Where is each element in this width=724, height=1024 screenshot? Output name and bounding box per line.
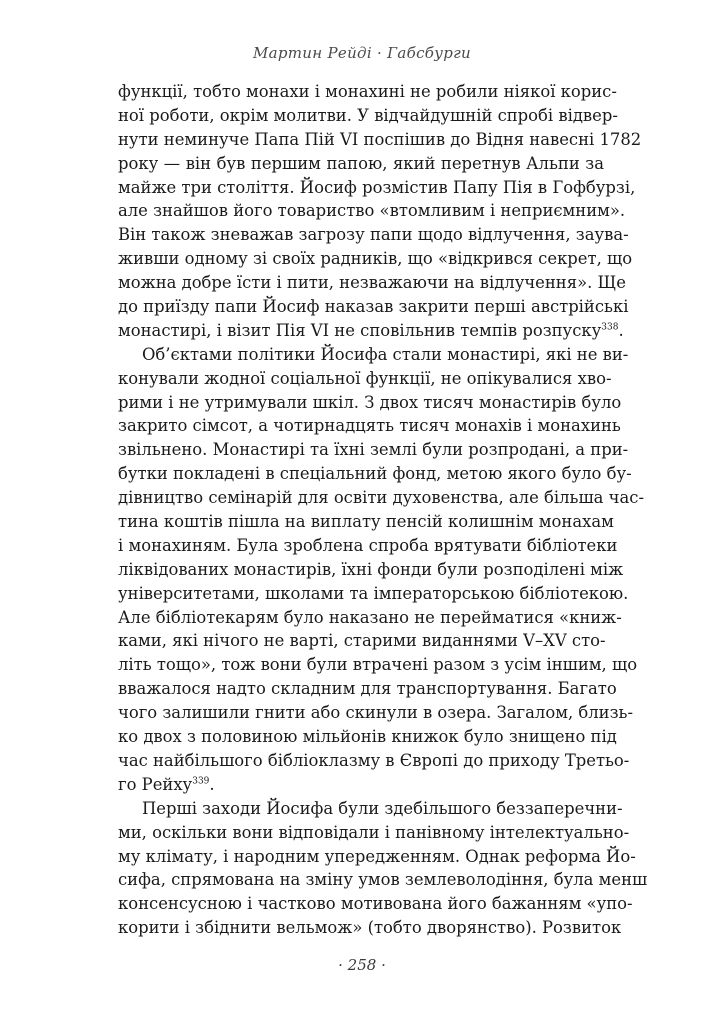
page-number: · 258 ·: [338, 956, 386, 974]
text-line: можна добре їсти і пити, незважаючи на відлучення». Ще: [118, 273, 626, 293]
text-line: конували жодної соціальної функції, не опікувалися хво-: [118, 368, 612, 388]
text-line: консенсусною і частково мотивована його бажанням «упо-: [118, 894, 633, 914]
footnote-ref-339[interactable]: 339: [192, 776, 210, 787]
text-line: Перші заходи Йосифа були здебільшого беззаперечни-: [142, 798, 623, 818]
text-line: сифа, спрямована на зміну умов землеволодіння, була менш: [118, 870, 648, 890]
paragraph-end-line: го Рейху$^{339}$.: [118, 774, 215, 794]
text-line: Об’єктами політики Йосифа стали монастирі, які не ви-: [142, 344, 629, 364]
text-line: ко двох з половиною мільйонів книжок було знищено під: [118, 727, 617, 747]
text-line: час найбільшого бібліоклазму в Європі до приходу Третьо-: [118, 750, 630, 770]
text-line: ліквідованих монастирів, їхні фонди були розподілені між: [118, 559, 624, 579]
text-line: ної роботи, окрім молитви. У відчайдушній спробі відвер-: [118, 105, 618, 125]
text-line: вважалося надто складним для транспортування. Багато: [118, 679, 617, 699]
text-line: університетами, школами та імператорською бібліотекою.: [118, 583, 629, 603]
text-segment: монастирі, і візит Пія VI не сповільнив темпів розпуску: [118, 320, 602, 340]
text-line: року — він був першим папою, який перетнув Альпи за: [118, 153, 604, 173]
text-line: до приїзду папи Йосиф наказав закрити перші австрійські: [118, 297, 629, 317]
text-line: чого залишили гнити або скинули в озера. Загалом, близь-: [118, 703, 633, 723]
text-line: му клімату, і народним упередженням. Однак реформа Йо-: [118, 846, 636, 866]
text-line: Він також зневажав загрозу папи щодо відлучення, заува-: [118, 225, 629, 245]
text-line: літь тощо», тож вони були втрачені разом з усім іншим, що: [118, 655, 638, 675]
text-line: функції, тобто монахи і монахині не робили ніякої корис-: [118, 82, 617, 101]
text-line: бутки покладені в спеціальний фонд, метою якого було бу-: [118, 464, 632, 484]
text-line: нути неминуче Папа Пій VI поспішив до Відня навесні 1782: [118, 129, 642, 149]
body-text: [118, 80, 648, 940]
text-line: живши одному зі своїх радників, що «відкрився секрет, що: [118, 249, 633, 269]
text-line: але знайшов його товариство «втомливим і неприємним».: [118, 201, 626, 221]
text-segment: го Рейху: [118, 774, 193, 794]
text-line: корити і збіднити вельмож» (тобто дворянство). Розвиток: [118, 918, 622, 938]
paragraph-end-line: монастирі, і візит Пія VI не сповільнив темпів розпуску$^{338}$.: [118, 320, 624, 340]
text-line: ками, які нічого не варті, старими виданнями V–XV сто-: [118, 631, 606, 651]
text-line: дівництво семінарій для освіти духовенства, але більша час-: [118, 488, 644, 508]
running-head: Мартин Рейді · Габсбурги: [252, 44, 471, 62]
text-line: тина коштів пішла на виплату пенсій колишнім монахам: [118, 512, 614, 532]
text-line: Але бібліотекарям було наказано не перейматися «книж-: [118, 607, 622, 627]
text-line: рими і не утримували шкіл. З двох тисяч монастирів було: [118, 392, 622, 412]
footnote-ref-338[interactable]: 338: [601, 322, 619, 333]
text-line: ми, оскільки вони відповідали і панівному інтелектуально-: [118, 822, 630, 842]
text-line: майже три століття. Йосиф розмістив Папу Пія в Гофбурзі,: [118, 177, 636, 197]
text-line: закрито сімсот, а чотирнадцять тисяч монахів і монахинь: [118, 416, 621, 436]
text-line: і монахиням. Була зроблена спроба врятувати бібліотеки: [118, 535, 618, 555]
text-line: звільнено. Монастирі та їхні землі були розпродані, а при-: [118, 440, 629, 460]
